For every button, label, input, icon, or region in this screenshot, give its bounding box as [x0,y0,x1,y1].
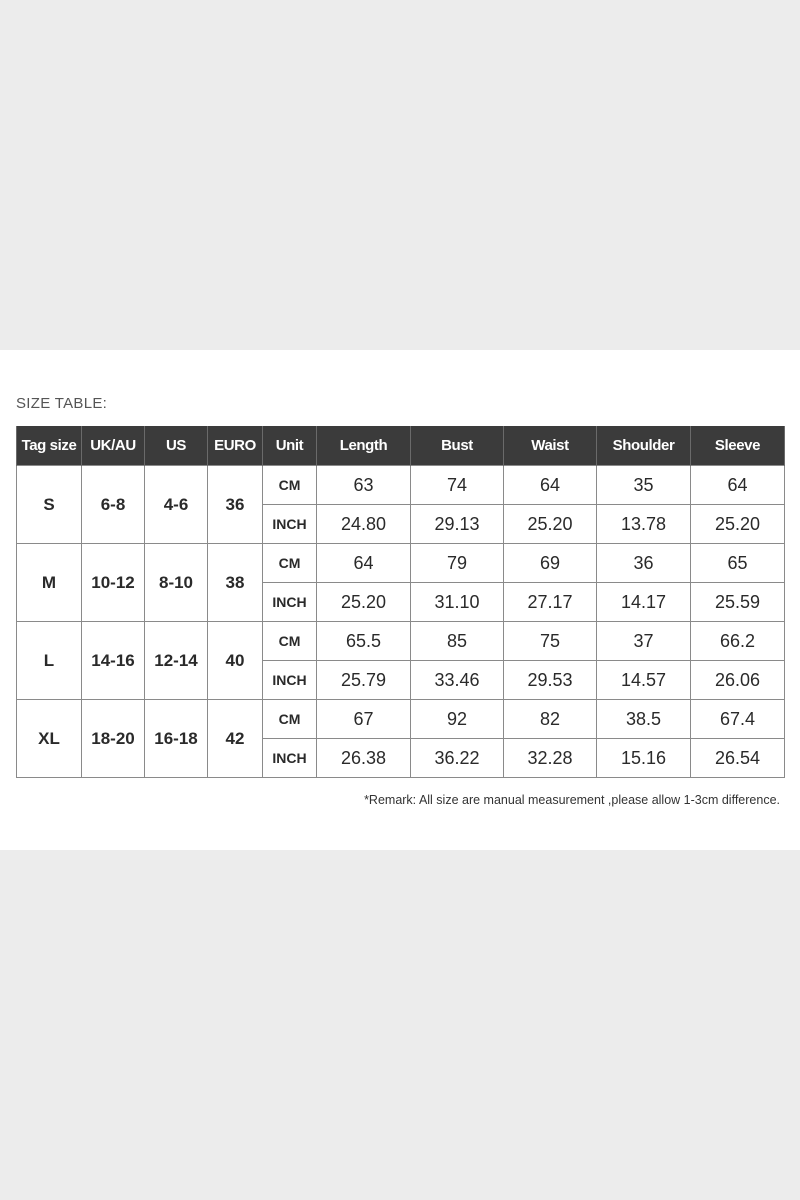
sleeve-cell: 66.2 [691,622,785,661]
waist-cell: 27.17 [504,583,597,622]
table-row [17,622,785,661]
bust-cell: 79 [411,544,504,583]
tag-size-cell: L [17,622,82,700]
length-cell: 63 [317,466,411,505]
us-cell: 4-6 [145,466,208,544]
euro-cell: 42 [208,700,263,778]
us-cell: 8-10 [145,544,208,622]
sleeve-cell: 26.54 [691,739,785,778]
shoulder-cell: 37 [597,622,691,661]
waist-cell: 32.28 [504,739,597,778]
unit-cell: INCH [263,583,317,622]
remark-note: *Remark: All size are manual measurement ,please allow 1-3cm difference. [364,793,780,807]
uk-au-cell: 10-12 [82,544,145,622]
table-row [17,544,785,583]
shoulder-cell: 13.78 [597,505,691,544]
tag-size-cell: M [17,544,82,622]
bust-cell: 29.13 [411,505,504,544]
us-cell: 12-14 [145,622,208,700]
size-table-caption: SIZE TABLE: [16,395,108,412]
unit-cell: CM [263,466,317,505]
waist-cell: 25.20 [504,505,597,544]
bust-cell: 31.10 [411,583,504,622]
header-us: US [145,426,208,466]
unit-cell: INCH [263,505,317,544]
unit-cell: CM [263,622,317,661]
euro-cell: 38 [208,544,263,622]
length-cell: 64 [317,544,411,583]
shoulder-cell: 14.57 [597,661,691,700]
length-cell: 26.38 [317,739,411,778]
unit-cell: INCH [263,661,317,700]
unit-cell: INCH [263,739,317,778]
header-bust: Bust [411,426,504,466]
waist-cell: 29.53 [504,661,597,700]
sleeve-cell: 26.06 [691,661,785,700]
size-table-body [17,466,785,778]
header-unit: Unit [263,426,317,466]
bust-cell: 92 [411,700,504,739]
sleeve-cell: 25.59 [691,583,785,622]
sleeve-cell: 25.20 [691,505,785,544]
tag-size-cell: XL [17,700,82,778]
table-row [17,466,785,505]
header-row [17,426,785,466]
uk-au-cell: 14-16 [82,622,145,700]
waist-cell: 64 [504,466,597,505]
length-cell: 25.79 [317,661,411,700]
header-sleeve: Sleeve [691,426,785,466]
bust-cell: 33.46 [411,661,504,700]
us-cell: 16-18 [145,700,208,778]
sleeve-cell: 65 [691,544,785,583]
shoulder-cell: 36 [597,544,691,583]
tag-size-cell: S [17,466,82,544]
size-table [16,426,785,778]
length-cell: 65.5 [317,622,411,661]
header-length: Length [317,426,411,466]
table-row [17,700,785,739]
header-waist: Waist [504,426,597,466]
length-cell: 67 [317,700,411,739]
header-tag-size: Tag size [17,426,82,466]
unit-cell: CM [263,544,317,583]
bust-cell: 74 [411,466,504,505]
euro-cell: 36 [208,466,263,544]
sleeve-cell: 67.4 [691,700,785,739]
uk-au-cell: 18-20 [82,700,145,778]
shoulder-cell: 38.5 [597,700,691,739]
shoulder-cell: 15.16 [597,739,691,778]
uk-au-cell: 6-8 [82,466,145,544]
bust-cell: 36.22 [411,739,504,778]
euro-cell: 40 [208,622,263,700]
header-euro: EURO [208,426,263,466]
sleeve-cell: 64 [691,466,785,505]
shoulder-cell: 14.17 [597,583,691,622]
waist-cell: 82 [504,700,597,739]
waist-cell: 75 [504,622,597,661]
unit-cell: CM [263,700,317,739]
header-uk-au: UK/AU [82,426,145,466]
shoulder-cell: 35 [597,466,691,505]
waist-cell: 69 [504,544,597,583]
length-cell: 25.20 [317,583,411,622]
bust-cell: 85 [411,622,504,661]
length-cell: 24.80 [317,505,411,544]
header-shoulder: Shoulder [597,426,691,466]
